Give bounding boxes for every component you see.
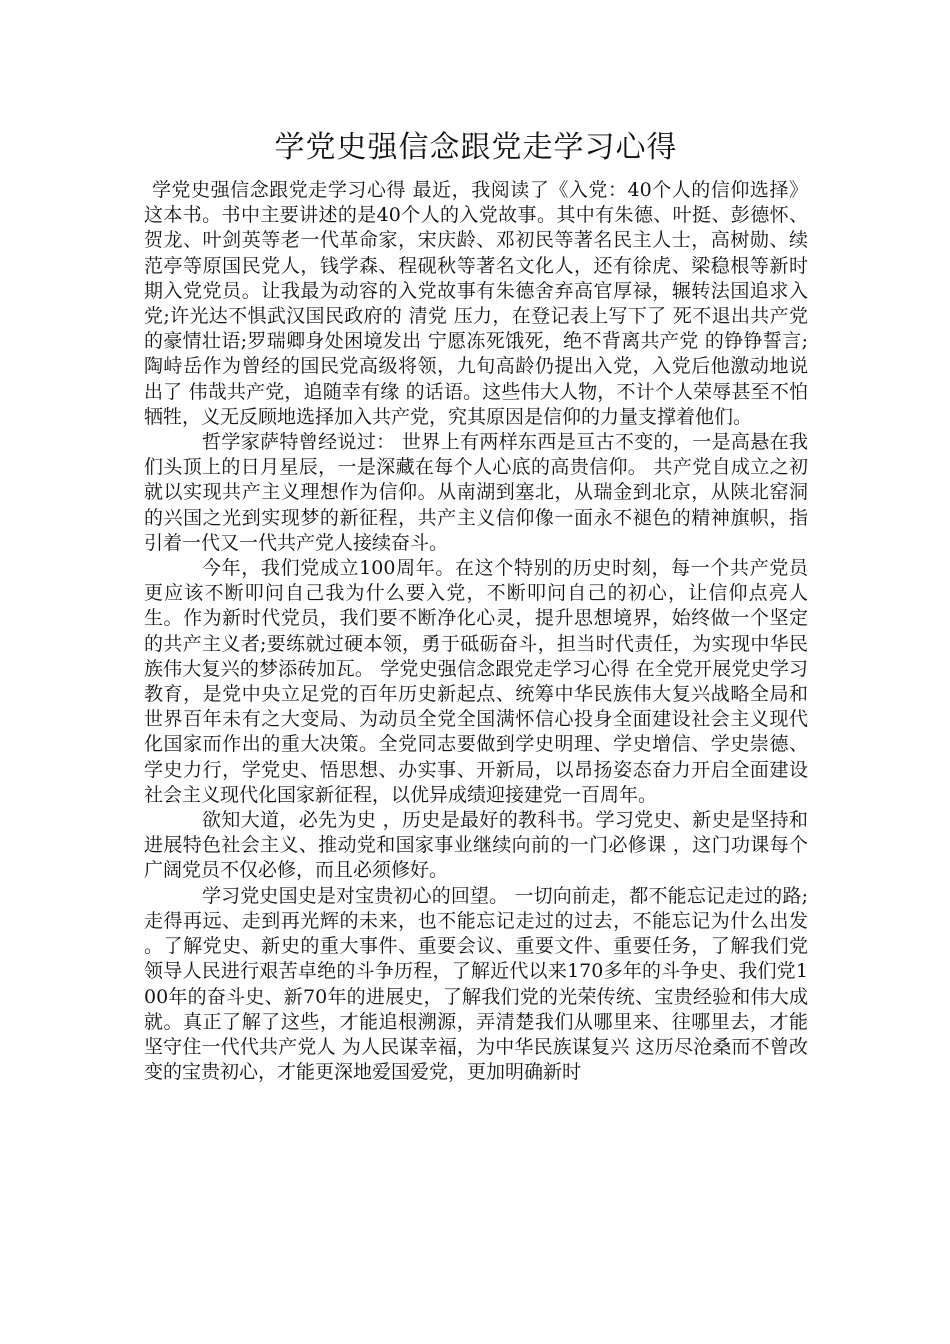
document-body (144, 124, 808, 1085)
paragraph-5: 学习党史国史是对宝贵初心的回望。 一切向前走，都不能忘记走过的路;走得再远、走到再光辉的未来，也不能忘记走过的过去，不能忘记为什么出发 。了解党史、新史的重大事件、重要会议、重要文件、重要任务，了解我们党领导人民进行艰苦卓绝的斗争历程，了解近代以来170多年的斗争史、我们党100年的奋斗史、新70年的进展史，了解我们党的光荣传统、宝贵经验和伟大成就。真正了解了这些，才能追根溯源，弄清楚我们从哪里来、往哪里去，才能坚守住一代代共产党人 为人民谋幸福，为中华民族谋复兴 这历尽沧桑而不曾改变的宝贵初心，才能更深地爱国爱党，更加明确新时 (144, 884, 808, 1084)
document-title: 学党史强信念跟党走学习心得 (274, 130, 678, 165)
paragraph-2: 哲学家萨特曾经说过： 世界上有两样东西是亘古不变的，一是高悬在我们头顶上的日月星辰，一是深藏在每个人心底的高贵信仰。 共产党自成立之初就以实现共产主义理想作为信仰。从南湖到塞北，从瑞金到北京，从陕北窑洞的兴国之光到实现梦的新征程，共产主义信仰像一面永不褪色的精神旗帜，指引着一代又一代共产党人接续奋斗。 (144, 431, 808, 554)
paragraph-4: 欲知大道，必先为史 ，历史是最好的教科书。学习党史、新史是坚持和进展特色社会主义、推动党和国家事业继续向前的一门必修课 ，这门功课每个广阔党员不仅必修，而且必须修好。 (144, 809, 808, 882)
paragraph-3: 今年，我们党成立100周年。在这个特别的历史时刻，每一个共产党员更应该不断叩问自己我为什么要入党，不断叩问自己的初心，让信仰点亮人生。作为新时代党员，我们要不断净化心灵，提升思想境界，始终做一个坚定的共产主义者;要练就过硬本领，勇于砥砺奋斗，担当时代责任，为实现中华民族伟大复兴的梦添砖加瓦。 学党史强信念跟党走学习心得 在全党开展党史学习教育，是党中央立足党的百年历史新起点、统筹中华民族伟大复兴战略全局和世界百年未有之大变局、为动员全党全国满怀信心投身全面建设社会主义现代化国家而作出的重大决策。全党同志要做到学史明理、学史增信、学史崇德、学史力行，学党史、悟思想、办实事、开新局，以昂扬姿态奋力开启全面建设社会主义现代化国家新征程，以优异成绩迎接建党一百周年。 (144, 557, 808, 806)
paragraph-1: 学党史强信念跟党走学习心得 最近，我阅读了《入党：40个人的信仰选择》这本书。书中主要讲述的是40个人的入党故事。其中有朱德、叶挺、彭德怀、贺龙、叶剑英等老一代革命家，宋庆龄、邓初民等著名民主人士，高树勋、续范亭等原国民党人，钱学森、程砚秋等著名文化人，还有徐虎、梁稳根等新时期入党党员。让我最为动容的入党故事有朱德舍弃高官厚禄，辗转法国追求入党;许光达不惧武汉国民政府的 清党 压力，在登记表上写下了 死不退出共产党 的豪情壮语;罗瑞卿身处困境发出 宁愿冻死饿死，绝不背离共产党 的铮铮誓言;陶峙岳作为曾经的国民党高级将领，九旬高龄仍提出入党，入党后他激动地说出了 伟哉共产党，追随幸有缘 的话语。这些伟大人物，不计个人荣辱甚至不怕牺牲，义无反顾地选择加入共产党，究其原因是信仰的力量支撑着他们。 (144, 179, 808, 428)
